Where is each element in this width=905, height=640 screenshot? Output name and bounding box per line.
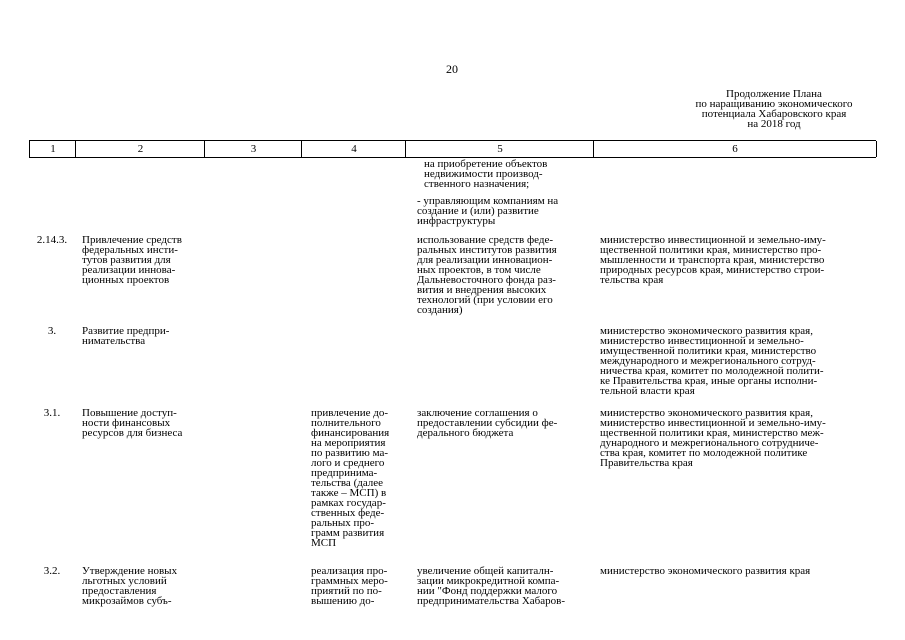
row-col4: привлечение до- полнительного финансирования на мероприятия по развитию ма- лого и среднего предпринима- тельства (далее также – МСП) в рамках государ- ственных феде- ральных про- грамм развития МСП [311,407,390,549]
row-col6: министерство экономического развития края [600,565,811,577]
header-col-3: 3 [204,141,302,157]
row-name: Утверждение новых льготных условий предоставления микрозаймов субъ- [82,565,178,607]
row-number: 3.2. [43,565,61,577]
table-header-row [29,140,876,158]
header-col-6: 6 [593,141,877,157]
row-col6: министерство экономического развития края, министерство инвестиционной и земельно-иму- щественной политики края, министерство меж- дународного и межрегионального сотрудниче- ства края, комитет по молодежной политике Правительства края [600,407,826,469]
row-name: Развитие предпри- нимательства [82,325,170,347]
row-col5: заключение соглашения о предоставлении субсидии фе- дерального бюджета [417,407,558,439]
row-name: Повышение доступ- ности финансовых ресурсов для бизнеса [82,407,183,439]
continuation-heading: Продолжение Плана по наращиванию экономического потенциала Хабаровского края на 2018 год [695,88,853,130]
row-number: 3. [47,325,57,337]
row-number: 3.1. [43,407,61,419]
row-col5: увеличение общей капиталн- зации микрокредитной компа- нии "Фонд поддержки малого предпринимательства Хабаров- [417,565,565,607]
carryover-col5-part-a: на приобретение объектов недвижимости производ- ственного назначения; [424,158,548,190]
header-col-2: 2 [75,141,205,157]
row-number: 2.14.3. [36,234,68,246]
row-col6: министерство инвестиционной и земельно-иму- щественной политики края, министерство про- мышленности и транспорта края, министерство природных ресурсов края, министерство строи- тельства края [600,234,826,286]
row-name: Привлечение средств федеральных инсти- тутов развития для реализации иннова- ционных проектов [82,234,182,286]
row-col5: использование средств феде- ральных институтов развития для реализации инновацион- ных проектов, в том числе Дальневосточного фонда раз- вития и внедрения высоких технологий (при условии его создания) [417,234,557,316]
header-col-5: 5 [405,141,594,157]
header-col-4: 4 [301,141,406,157]
row-col4: реализация про- граммных меро- приятий по по- вышению до- [311,565,388,607]
header-col-1: 1 [29,141,76,157]
page-number: 20 [446,62,458,76]
row-col6: министерство экономического развития края, министерство инвестиционной и земельно- имущественной политики края, министерство международного и межрегионального сотруд- ничества края, комитет по молодежной полити- ке Правительства края, иные органы исполни- тельной власти края [600,325,824,397]
carryover-col5-part-b: - управляющим компаниям на создание и (или) развитие инфраструктуры [417,195,559,227]
